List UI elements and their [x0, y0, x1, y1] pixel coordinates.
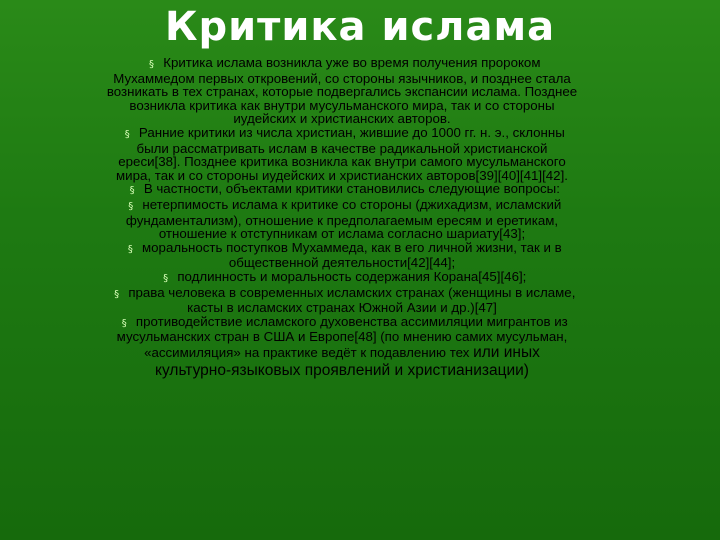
- list-item: [104, 126, 580, 182]
- list-item: [104, 56, 580, 126]
- list-item: [104, 198, 580, 241]
- list-item-text: В частности, объектами критики становились следующие вопросы:: [143, 181, 560, 197]
- list-item-text: противодействие исламского духовенства ассимиляции мигрантов из мусульманских стран в США и Европе[48] (по мнению самих мусульман, «ассимиляция» на практике ведёт к подавлению тех: [116, 313, 568, 360]
- list-item: [104, 182, 580, 198]
- square-bullet-icon: §: [129, 185, 135, 197]
- list-item-text: Критика ислама возникла уже во время получения пророком Мухаммедом первых откровений, со стороны язычников, и позднее стала возникать в тех странах, которые подвергались экспансии ислама. Позднее возникла критика как внутри мусульманского мира, так и со стороны иудейских и христианских авторов.: [106, 55, 578, 127]
- square-bullet-icon: §: [124, 128, 130, 140]
- list-item: [104, 286, 580, 315]
- list-item-text: права человека в современных исламских странах (женщины в исламе, касты в исламских странах Южной Азии и др.)[47]: [128, 284, 576, 316]
- square-bullet-icon: §: [121, 317, 127, 329]
- square-bullet-icon: §: [149, 59, 155, 70]
- square-bullet-icon: §: [163, 272, 169, 284]
- square-bullet-icon: §: [127, 243, 133, 255]
- square-bullet-icon: §: [114, 288, 120, 300]
- list-item: [104, 270, 580, 286]
- list-item: [104, 241, 580, 270]
- square-bullet-icon: §: [128, 200, 134, 212]
- list-item-text-large: или иных культурно-языковых проявлений и христианизации): [155, 343, 540, 379]
- list-item-text: подлинность и моральность содержания Корана[45][46];: [177, 268, 527, 284]
- list-item-text: моральность поступков Мухаммеда, как в его личной жизни, так и в общественной деятельности[42][44];: [142, 239, 562, 271]
- list-item-text: нетерпимость ислама к критике со стороны (джихадизм, исламский фундаментализм), отношение к предполагаемым ересям и еретикам, отношение к отступникам от ислама согласно шариату[43];: [125, 196, 562, 242]
- slide-title: Критика ислама: [164, 4, 556, 50]
- list-item: [104, 315, 580, 380]
- list-item-text: Ранние критики из числа христиан, жившие до 1000 гг. н. э., склонны были рассматривать ислам в качестве радикальной христианской ереси[38]. Позднее критика возникла как внутри самого мусульманского мира, так и со стороны иудейских и христианских авторов[39][40][41][42].: [116, 124, 568, 183]
- bullet-list: [104, 56, 580, 380]
